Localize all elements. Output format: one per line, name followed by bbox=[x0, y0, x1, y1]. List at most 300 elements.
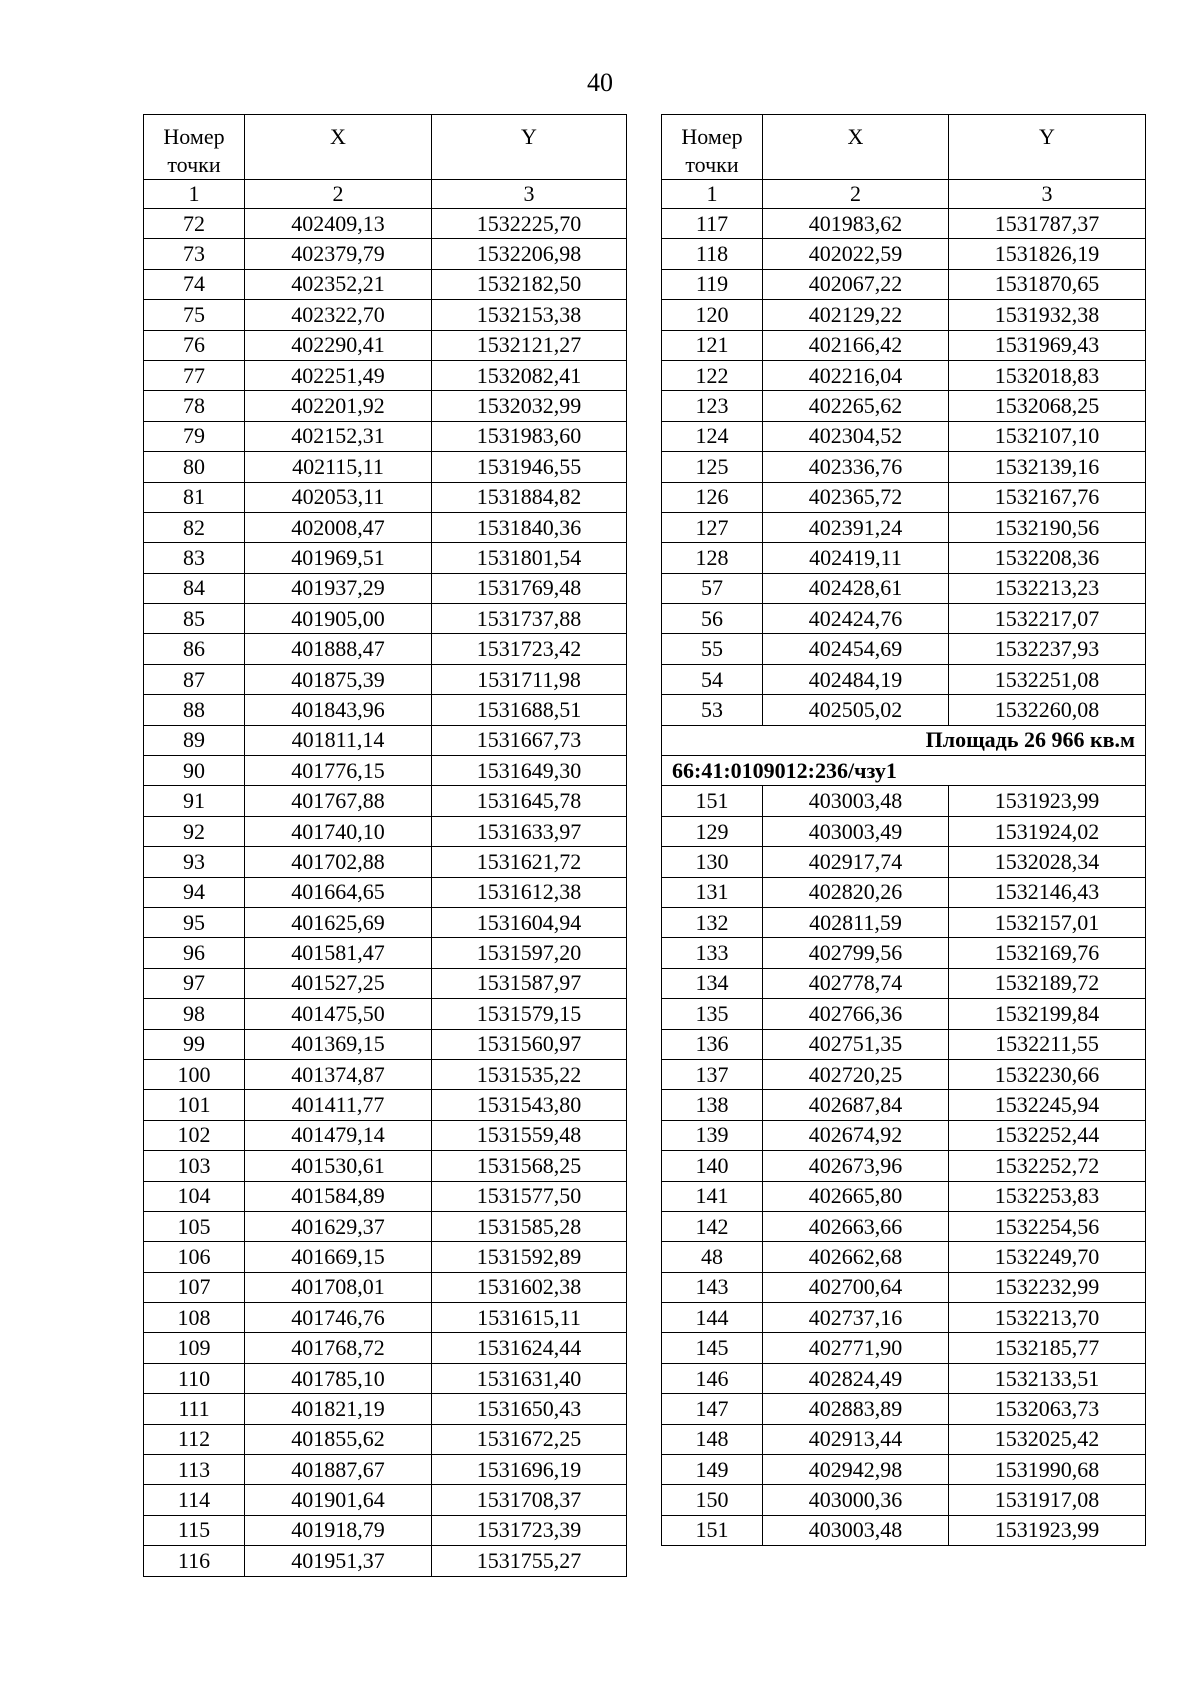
x-cell: 402674,92 bbox=[763, 1120, 949, 1150]
y-cell: 1532063,73 bbox=[949, 1394, 1146, 1424]
y-cell: 1531631,40 bbox=[432, 1363, 627, 1393]
y-cell: 1532189,72 bbox=[949, 968, 1146, 998]
y-cell: 1532249,70 bbox=[949, 1242, 1146, 1272]
y-cell: 1531924,02 bbox=[949, 816, 1146, 846]
table-row bbox=[662, 330, 1146, 360]
x-cell: 401855,62 bbox=[245, 1424, 432, 1454]
point-number-cell: 91 bbox=[144, 786, 245, 816]
table-row bbox=[662, 634, 1146, 664]
point-number-cell: 131 bbox=[662, 877, 763, 907]
table-row bbox=[662, 938, 1146, 968]
table-row bbox=[662, 512, 1146, 542]
point-number-cell: 98 bbox=[144, 999, 245, 1029]
x-cell: 402419,11 bbox=[763, 543, 949, 573]
table-row bbox=[144, 391, 627, 421]
table-row bbox=[662, 543, 1146, 573]
section-label: 66:41:0109012:236/чзу1 bbox=[662, 756, 1146, 786]
x-cell: 403000,36 bbox=[763, 1485, 949, 1515]
table-row bbox=[144, 816, 627, 846]
table-row bbox=[144, 300, 627, 330]
table-row bbox=[662, 1151, 1146, 1181]
table-row bbox=[144, 1029, 627, 1059]
point-number-cell: 116 bbox=[144, 1546, 245, 1576]
y-cell: 1532146,43 bbox=[949, 877, 1146, 907]
point-number-cell: 48 bbox=[662, 1242, 763, 1272]
x-cell: 401629,37 bbox=[245, 1211, 432, 1241]
y-cell: 1532025,42 bbox=[949, 1424, 1146, 1454]
table-row bbox=[662, 1181, 1146, 1211]
y-cell: 1532133,51 bbox=[949, 1363, 1146, 1393]
y-cell: 1531917,08 bbox=[949, 1485, 1146, 1515]
y-cell: 1532253,83 bbox=[949, 1181, 1146, 1211]
y-cell: 1532260,08 bbox=[949, 695, 1146, 725]
x-cell: 402216,04 bbox=[763, 360, 949, 390]
table-row bbox=[662, 300, 1146, 330]
table-row bbox=[662, 664, 1146, 694]
x-cell: 401843,96 bbox=[245, 695, 432, 725]
x-cell: 401905,00 bbox=[245, 604, 432, 634]
y-cell: 1532213,70 bbox=[949, 1303, 1146, 1333]
table-row bbox=[662, 1242, 1146, 1272]
header-x: X bbox=[763, 115, 949, 180]
x-cell: 401951,37 bbox=[245, 1546, 432, 1576]
x-cell: 402409,13 bbox=[245, 209, 432, 239]
point-number-cell: 55 bbox=[662, 634, 763, 664]
point-number-cell: 109 bbox=[144, 1333, 245, 1363]
y-cell: 1532252,72 bbox=[949, 1151, 1146, 1181]
x-cell: 402913,44 bbox=[763, 1424, 949, 1454]
table-row bbox=[144, 1363, 627, 1393]
table-row bbox=[144, 1303, 627, 1333]
x-cell: 401527,25 bbox=[245, 968, 432, 998]
table-row bbox=[662, 1394, 1146, 1424]
x-cell: 401369,15 bbox=[245, 1029, 432, 1059]
point-number-cell: 83 bbox=[144, 543, 245, 573]
point-number-cell: 120 bbox=[662, 300, 763, 330]
point-number-cell: 138 bbox=[662, 1090, 763, 1120]
x-cell: 402322,70 bbox=[245, 300, 432, 330]
x-cell: 402662,68 bbox=[763, 1242, 949, 1272]
point-number-cell: 78 bbox=[144, 391, 245, 421]
table-row bbox=[144, 512, 627, 542]
table-row bbox=[662, 1059, 1146, 1089]
table-row bbox=[144, 239, 627, 269]
table-row bbox=[144, 1181, 627, 1211]
x-cell: 402700,64 bbox=[763, 1272, 949, 1302]
y-cell: 1531535,22 bbox=[432, 1059, 627, 1089]
point-number-cell: 101 bbox=[144, 1090, 245, 1120]
y-cell: 1532225,70 bbox=[432, 209, 627, 239]
x-cell: 401776,15 bbox=[245, 756, 432, 786]
y-cell: 1531604,94 bbox=[432, 907, 627, 937]
point-number-cell: 97 bbox=[144, 968, 245, 998]
point-number-cell: 140 bbox=[662, 1151, 763, 1181]
header-point-number: Номер точки bbox=[662, 115, 763, 180]
x-cell: 401746,76 bbox=[245, 1303, 432, 1333]
y-cell: 1531633,97 bbox=[432, 816, 627, 846]
x-cell: 401664,65 bbox=[245, 877, 432, 907]
x-cell: 401768,72 bbox=[245, 1333, 432, 1363]
x-cell: 401983,62 bbox=[763, 209, 949, 239]
x-cell: 402022,59 bbox=[763, 239, 949, 269]
y-cell: 1532208,36 bbox=[949, 543, 1146, 573]
y-cell: 1532190,56 bbox=[949, 512, 1146, 542]
point-number-cell: 104 bbox=[144, 1181, 245, 1211]
point-number-cell: 95 bbox=[144, 907, 245, 937]
point-number-cell: 130 bbox=[662, 847, 763, 877]
table-row bbox=[144, 634, 627, 664]
table-row bbox=[662, 1455, 1146, 1485]
y-cell: 1532121,27 bbox=[432, 330, 627, 360]
point-number-cell: 114 bbox=[144, 1485, 245, 1515]
y-cell: 1531577,50 bbox=[432, 1181, 627, 1211]
table-row bbox=[662, 1363, 1146, 1393]
y-cell: 1531946,55 bbox=[432, 452, 627, 482]
point-number-cell: 144 bbox=[662, 1303, 763, 1333]
point-number-cell: 88 bbox=[144, 695, 245, 725]
x-cell: 401740,10 bbox=[245, 816, 432, 846]
point-number-cell: 151 bbox=[662, 786, 763, 816]
point-number-cell: 106 bbox=[144, 1242, 245, 1272]
table-row bbox=[662, 391, 1146, 421]
table-row bbox=[662, 482, 1146, 512]
y-cell: 1532018,83 bbox=[949, 360, 1146, 390]
table-row bbox=[662, 1333, 1146, 1363]
point-number-cell: 122 bbox=[662, 360, 763, 390]
y-cell: 1531826,19 bbox=[949, 239, 1146, 269]
point-number-cell: 128 bbox=[662, 543, 763, 573]
y-cell: 1531568,25 bbox=[432, 1151, 627, 1181]
table-row bbox=[662, 1211, 1146, 1241]
y-cell: 1531723,42 bbox=[432, 634, 627, 664]
x-cell: 402737,16 bbox=[763, 1303, 949, 1333]
point-number-cell: 137 bbox=[662, 1059, 763, 1089]
point-number-cell: 146 bbox=[662, 1363, 763, 1393]
y-cell: 1531592,89 bbox=[432, 1242, 627, 1272]
table-row bbox=[662, 695, 1146, 725]
point-number-cell: 54 bbox=[662, 664, 763, 694]
x-cell: 402665,80 bbox=[763, 1181, 949, 1211]
table-row bbox=[144, 269, 627, 299]
x-cell: 402129,22 bbox=[763, 300, 949, 330]
table-row bbox=[662, 816, 1146, 846]
y-cell: 1531769,48 bbox=[432, 573, 627, 603]
header-row bbox=[662, 115, 1146, 180]
point-number-cell: 136 bbox=[662, 1029, 763, 1059]
point-number-cell: 108 bbox=[144, 1303, 245, 1333]
column-number: 3 bbox=[949, 180, 1146, 209]
table-row bbox=[662, 209, 1146, 239]
y-cell: 1532237,93 bbox=[949, 634, 1146, 664]
point-number-cell: 85 bbox=[144, 604, 245, 634]
x-cell: 401901,64 bbox=[245, 1485, 432, 1515]
y-cell: 1531615,11 bbox=[432, 1303, 627, 1333]
y-cell: 1531969,43 bbox=[949, 330, 1146, 360]
x-cell: 401811,14 bbox=[245, 725, 432, 755]
x-cell: 401702,88 bbox=[245, 847, 432, 877]
point-number-cell: 74 bbox=[144, 269, 245, 299]
point-number-cell: 110 bbox=[144, 1363, 245, 1393]
y-cell: 1532185,77 bbox=[949, 1333, 1146, 1363]
x-cell: 402352,21 bbox=[245, 269, 432, 299]
table-row bbox=[662, 877, 1146, 907]
table-row bbox=[144, 1394, 627, 1424]
x-cell: 402336,76 bbox=[763, 452, 949, 482]
y-cell: 1531840,36 bbox=[432, 512, 627, 542]
x-cell: 402771,90 bbox=[763, 1333, 949, 1363]
x-cell: 402428,61 bbox=[763, 573, 949, 603]
table-row bbox=[662, 573, 1146, 603]
table-row bbox=[144, 938, 627, 968]
point-number-cell: 125 bbox=[662, 452, 763, 482]
table-row bbox=[662, 999, 1146, 1029]
y-cell: 1531602,38 bbox=[432, 1272, 627, 1302]
point-number-cell: 90 bbox=[144, 756, 245, 786]
point-number-cell: 133 bbox=[662, 938, 763, 968]
y-cell: 1531711,98 bbox=[432, 664, 627, 694]
table-row bbox=[144, 725, 627, 755]
y-cell: 1531983,60 bbox=[432, 421, 627, 451]
y-cell: 1531650,43 bbox=[432, 1394, 627, 1424]
x-cell: 401411,77 bbox=[245, 1090, 432, 1120]
x-cell: 403003,48 bbox=[763, 786, 949, 816]
table-row bbox=[144, 1242, 627, 1272]
x-cell: 401669,15 bbox=[245, 1242, 432, 1272]
y-cell: 1531645,78 bbox=[432, 786, 627, 816]
column-number: 2 bbox=[245, 180, 432, 209]
y-cell: 1531597,20 bbox=[432, 938, 627, 968]
point-number-cell: 145 bbox=[662, 1333, 763, 1363]
x-cell: 401937,29 bbox=[245, 573, 432, 603]
y-cell: 1531696,19 bbox=[432, 1455, 627, 1485]
x-cell: 403003,49 bbox=[763, 816, 949, 846]
table-row bbox=[144, 1211, 627, 1241]
y-cell: 1531560,97 bbox=[432, 1029, 627, 1059]
table-row bbox=[144, 786, 627, 816]
area-label-row bbox=[662, 725, 1146, 755]
point-number-cell: 127 bbox=[662, 512, 763, 542]
y-cell: 1532199,84 bbox=[949, 999, 1146, 1029]
y-cell: 1531688,51 bbox=[432, 695, 627, 725]
x-cell: 402391,24 bbox=[763, 512, 949, 542]
point-number-cell: 94 bbox=[144, 877, 245, 907]
table-row bbox=[662, 907, 1146, 937]
point-number-cell: 139 bbox=[662, 1120, 763, 1150]
table-row bbox=[144, 421, 627, 451]
table-row bbox=[662, 452, 1146, 482]
header-y: Y bbox=[432, 115, 627, 180]
point-number-cell: 57 bbox=[662, 573, 763, 603]
x-cell: 402720,25 bbox=[763, 1059, 949, 1089]
table-row bbox=[144, 907, 627, 937]
point-number-cell: 134 bbox=[662, 968, 763, 998]
table-row bbox=[662, 1120, 1146, 1150]
x-cell: 401767,88 bbox=[245, 786, 432, 816]
table-row bbox=[144, 1424, 627, 1454]
x-cell: 402673,96 bbox=[763, 1151, 949, 1181]
point-number-cell: 129 bbox=[662, 816, 763, 846]
y-cell: 1532213,23 bbox=[949, 573, 1146, 603]
y-cell: 1531990,68 bbox=[949, 1455, 1146, 1485]
point-number-cell: 117 bbox=[662, 209, 763, 239]
x-cell: 401888,47 bbox=[245, 634, 432, 664]
y-cell: 1532245,94 bbox=[949, 1090, 1146, 1120]
point-number-cell: 121 bbox=[662, 330, 763, 360]
table-row bbox=[662, 604, 1146, 634]
coordinates-table-left bbox=[143, 114, 627, 1577]
y-cell: 1531559,48 bbox=[432, 1120, 627, 1150]
x-cell: 401875,39 bbox=[245, 664, 432, 694]
x-cell: 402917,74 bbox=[763, 847, 949, 877]
y-cell: 1532206,98 bbox=[432, 239, 627, 269]
point-number-cell: 126 bbox=[662, 482, 763, 512]
table-row bbox=[662, 847, 1146, 877]
y-cell: 1532232,99 bbox=[949, 1272, 1146, 1302]
point-number-cell: 77 bbox=[144, 360, 245, 390]
y-cell: 1532139,16 bbox=[949, 452, 1146, 482]
y-cell: 1531543,80 bbox=[432, 1090, 627, 1120]
x-cell: 401887,67 bbox=[245, 1455, 432, 1485]
point-number-cell: 96 bbox=[144, 938, 245, 968]
column-number: 2 bbox=[763, 180, 949, 209]
table-row bbox=[144, 209, 627, 239]
y-cell: 1531923,99 bbox=[949, 1515, 1146, 1545]
x-cell: 401625,69 bbox=[245, 907, 432, 937]
y-cell: 1532230,66 bbox=[949, 1059, 1146, 1089]
y-cell: 1532254,56 bbox=[949, 1211, 1146, 1241]
page-number: 40 bbox=[587, 68, 613, 97]
y-cell: 1532068,25 bbox=[949, 391, 1146, 421]
y-cell: 1532153,38 bbox=[432, 300, 627, 330]
coordinates-table-right bbox=[661, 114, 1146, 1546]
y-cell: 1531587,97 bbox=[432, 968, 627, 998]
point-number-cell: 84 bbox=[144, 573, 245, 603]
x-cell: 402663,66 bbox=[763, 1211, 949, 1241]
table-row bbox=[662, 786, 1146, 816]
point-number-cell: 147 bbox=[662, 1394, 763, 1424]
x-cell: 401785,10 bbox=[245, 1363, 432, 1393]
point-number-cell: 75 bbox=[144, 300, 245, 330]
y-cell: 1531621,72 bbox=[432, 847, 627, 877]
table-row bbox=[662, 239, 1146, 269]
y-cell: 1531801,54 bbox=[432, 543, 627, 573]
point-number-cell: 89 bbox=[144, 725, 245, 755]
x-cell: 402484,19 bbox=[763, 664, 949, 694]
x-cell: 402008,47 bbox=[245, 512, 432, 542]
point-number-cell: 53 bbox=[662, 695, 763, 725]
y-cell: 1531737,88 bbox=[432, 604, 627, 634]
point-number-cell: 111 bbox=[144, 1394, 245, 1424]
point-number-cell: 149 bbox=[662, 1455, 763, 1485]
x-cell: 401918,79 bbox=[245, 1515, 432, 1545]
x-cell: 402766,36 bbox=[763, 999, 949, 1029]
column-number: 1 bbox=[144, 180, 245, 209]
column-number-row bbox=[144, 180, 627, 209]
table-row bbox=[144, 1272, 627, 1302]
x-cell: 402067,22 bbox=[763, 269, 949, 299]
x-cell: 402152,31 bbox=[245, 421, 432, 451]
table-row bbox=[144, 695, 627, 725]
y-cell: 1532169,76 bbox=[949, 938, 1146, 968]
point-number-cell: 118 bbox=[662, 239, 763, 269]
y-cell: 1531923,99 bbox=[949, 786, 1146, 816]
point-number-cell: 143 bbox=[662, 1272, 763, 1302]
x-cell: 401374,87 bbox=[245, 1059, 432, 1089]
table-row bbox=[144, 847, 627, 877]
table-row bbox=[144, 1120, 627, 1150]
table-row bbox=[144, 452, 627, 482]
y-cell: 1531667,73 bbox=[432, 725, 627, 755]
table-row bbox=[662, 968, 1146, 998]
y-cell: 1532032,99 bbox=[432, 391, 627, 421]
point-number-cell: 115 bbox=[144, 1515, 245, 1545]
y-cell: 1532217,07 bbox=[949, 604, 1146, 634]
y-cell: 1532167,76 bbox=[949, 482, 1146, 512]
y-cell: 1531585,28 bbox=[432, 1211, 627, 1241]
y-cell: 1532028,34 bbox=[949, 847, 1146, 877]
point-number-cell: 87 bbox=[144, 664, 245, 694]
x-cell: 402799,56 bbox=[763, 938, 949, 968]
point-number-cell: 100 bbox=[144, 1059, 245, 1089]
table-row bbox=[144, 999, 627, 1029]
y-cell: 1531787,37 bbox=[949, 209, 1146, 239]
point-number-cell: 132 bbox=[662, 907, 763, 937]
point-number-cell: 135 bbox=[662, 999, 763, 1029]
point-number-cell: 103 bbox=[144, 1151, 245, 1181]
x-cell: 402379,79 bbox=[245, 239, 432, 269]
point-number-cell: 148 bbox=[662, 1424, 763, 1454]
y-cell: 1531624,44 bbox=[432, 1333, 627, 1363]
x-cell: 401708,01 bbox=[245, 1272, 432, 1302]
y-cell: 1532107,10 bbox=[949, 421, 1146, 451]
table-row bbox=[662, 1303, 1146, 1333]
point-number-cell: 73 bbox=[144, 239, 245, 269]
x-cell: 402454,69 bbox=[763, 634, 949, 664]
point-number-cell: 119 bbox=[662, 269, 763, 299]
table-row bbox=[662, 1272, 1146, 1302]
x-cell: 402824,49 bbox=[763, 1363, 949, 1393]
x-cell: 402304,52 bbox=[763, 421, 949, 451]
point-number-cell: 56 bbox=[662, 604, 763, 634]
y-cell: 1532157,01 bbox=[949, 907, 1146, 937]
point-number-cell: 112 bbox=[144, 1424, 245, 1454]
point-number-cell: 105 bbox=[144, 1211, 245, 1241]
y-cell: 1531870,65 bbox=[949, 269, 1146, 299]
point-number-cell: 124 bbox=[662, 421, 763, 451]
table-row bbox=[144, 1151, 627, 1181]
y-cell: 1531708,37 bbox=[432, 1485, 627, 1515]
section-label-row bbox=[662, 756, 1146, 786]
point-number-cell: 113 bbox=[144, 1455, 245, 1485]
point-number-cell: 107 bbox=[144, 1272, 245, 1302]
table-row bbox=[662, 269, 1146, 299]
table-row bbox=[662, 1029, 1146, 1059]
table-row bbox=[144, 1333, 627, 1363]
table-row bbox=[144, 1090, 627, 1120]
x-cell: 401584,89 bbox=[245, 1181, 432, 1211]
x-cell: 401530,61 bbox=[245, 1151, 432, 1181]
header-y: Y bbox=[949, 115, 1146, 180]
y-cell: 1531884,82 bbox=[432, 482, 627, 512]
table-row bbox=[662, 360, 1146, 390]
point-number-cell: 102 bbox=[144, 1120, 245, 1150]
x-cell: 401479,14 bbox=[245, 1120, 432, 1150]
y-cell: 1532082,41 bbox=[432, 360, 627, 390]
point-number-cell: 81 bbox=[144, 482, 245, 512]
x-cell: 403003,48 bbox=[763, 1515, 949, 1545]
table-row bbox=[144, 482, 627, 512]
y-cell: 1531649,30 bbox=[432, 756, 627, 786]
